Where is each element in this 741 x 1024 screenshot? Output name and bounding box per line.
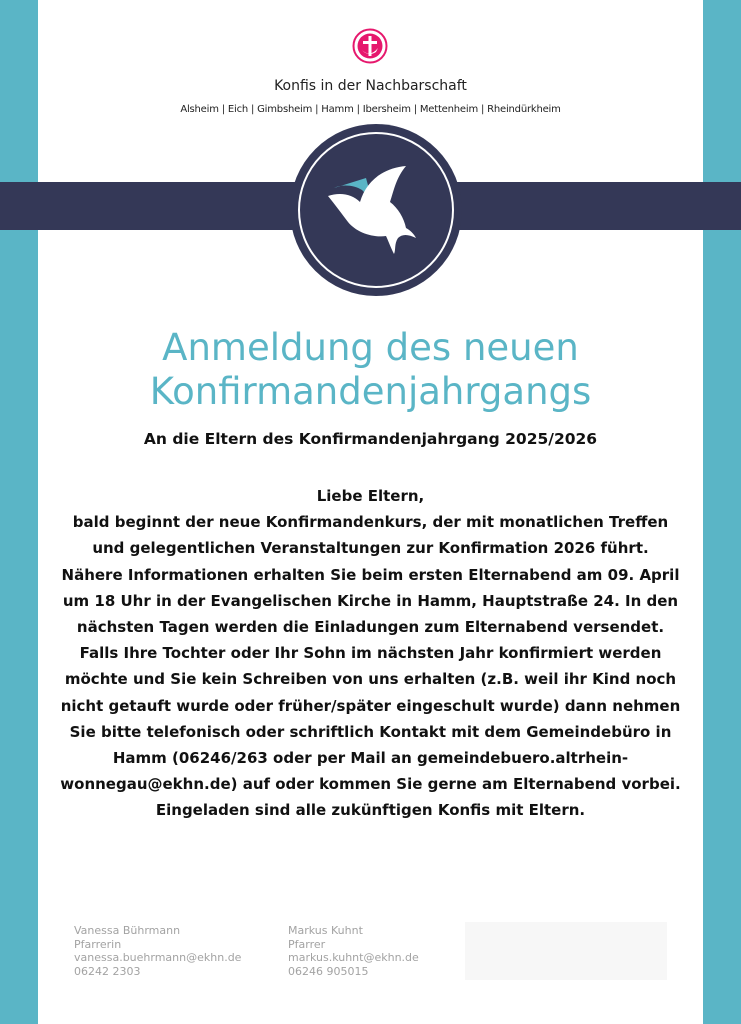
header-title: Konfis in der Nachbarschaft [274,78,467,94]
main-title [60,326,681,414]
contact-name: Markus Kuhnt [288,924,363,937]
dove-medallion [290,124,462,296]
salutation: Liebe Eltern, [316,487,425,505]
paragraph-parents-evening: Nähere Informationen erhalten Sie beim ersten Elternabend am 09. April um 18 Uhr in der Evangelischen Kirche in Hamm, Hauptstraße 24. In den nächsten Tagen werden die Einladungen zum Elternabend versendet. [61,565,680,637]
contact-email[interactable]: vanessa.buehrmann@ekhn.de [74,951,242,964]
right-accent-bar [703,0,741,1024]
blank-footer-box [465,922,667,980]
main-title-line1: Anmeldung des neuen [162,326,579,369]
contact-card [74,924,241,978]
left-accent-bar [0,0,38,1024]
paragraph-course: bald beginnt der neue Konfirmandenkurs, der mit monatlichen Treffen und gelegentlichen Veranstaltungen zur Konfirmation 2026 führt. [72,513,669,558]
contact-card [288,924,419,978]
dove-icon [320,154,432,266]
contact-email[interactable]: markus.kuhnt@ekhn.de [288,951,419,964]
letter-body [60,483,681,824]
header-villages: Alsheim | Eich | Gimbsheim | Hamm | Ibersheim | Mettenheim | Rheindürkheim [180,104,561,115]
main-title-line2: Konfirmandenjahrgangs [149,370,592,413]
contact-role: Pfarrerin [74,937,122,951]
contact-phone: 06246 905015 [288,964,369,978]
paragraph-registration: Falls Ihre Tochter oder Ihr Sohn im nächsten Jahr konfirmiert werden möchte und Sie kein Schreiben von uns erhalten (z.B. weil ihr Kind noch nicht getauft wurde oder früher/später eingeschult wurde) dann nehmen Sie bitte telefonisch oder schriftlich Kontakt mit dem Gemeindebüro in Hamm (06246/263 oder per Mail an gemeindebuero.altrhein-wonnegau@ekhn.de) auf oder kommen Sie gerne am Elternabend vorbei. Eingeladen sind alle zukünftigen Konfis mit Eltern. [60,644,681,820]
contact-phone: 06242 2303 [74,964,141,978]
church-logo-icon [352,28,388,64]
contact-name: Vanessa Bührmann [74,924,181,937]
contact-role: Pfarrer [288,937,326,951]
subtitle: An die Eltern des Konfirmandenjahrgang 2025/2026 [143,430,598,448]
